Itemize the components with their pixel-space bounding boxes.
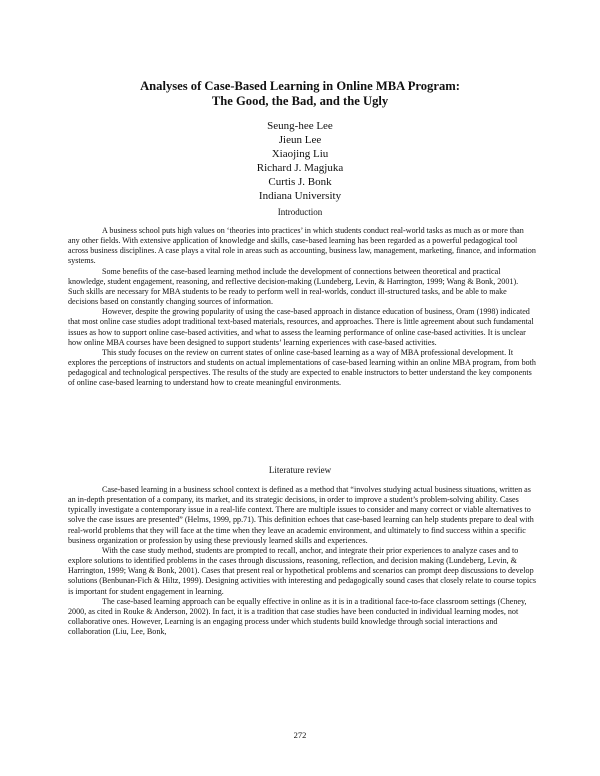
literature-review-paragraph: Case-based learning in a business school context is defined as a method that “involves studying actual business situations, written as an in-depth presentation of a company, its market, and its strategic decisions, in order to improve a student’s problem-solving ability. Cases typically investigate a contemporary issue in a real-life context. There are multiple issues to consider and many correct or viable alternatives to solve the case issues are presented” (Helms, 1999, pp.71). This definition echoes that case-based learning can help students prepare to deal with real-world problems that they will face at the time when they leave an academic environment, and ultimately to find success within a specific business organization or profession by using these previously learned skills and experiences. xyxy=(68,485,534,545)
introduction-paragraph: This study focuses on the review on current states of online case-based learning as a way of MBA professional development. It explores the perceptions of instructors and students on actual implementations of case-based learning within an online MBA program, from both pedagogical and technological perspectives. The results of the study are expected to enable instructors to better understand the key components of online case-based learning to understand how to create meaningful environments. xyxy=(68,347,536,388)
literature-review-paragraph: With the case study method, students are prompted to recall, anchor, and integrate their prior experiences to analyze cases and to explore solutions to identified problems in the cases through discussions, reasoning, reflection, and decision making (Lundeberg, Levin, & Harrington, 1999; Wang & Bonk, 2001). Cases that present real or hypothetical problems and scenarios can prompt deep discussions to develop solutions (Benbunan-Fich & Hiltz, 1999). Designing activities with interesting and pedagogically sound cases that closely relate to course topics is important for student engagement in learning. xyxy=(68,545,536,596)
introduction-paragraph: A business school puts high values on ‘theories into practices’ in which students conduct real-world tasks as much as or more than any other fields. With extensive application of knowledge and skills, case-based learning has been regarded as a powerful pedagogical tool across business disciplines. A case plays a vital role in areas such as accounting, business law, management, marketing, finance, and information systems. xyxy=(68,226,536,266)
author-name: Curtis J. Bonk xyxy=(268,176,332,188)
author-name: Richard J. Magjuka xyxy=(256,162,344,174)
introduction-heading: Introduction xyxy=(277,207,323,217)
literature-review-section xyxy=(68,485,536,637)
literature-review-paragraph: The case-based learning approach can be equally effective in online as it is in a traditional face-to-face classroom settings (Cheney, 2000, as cited in Rouke & Anderson, 2002). In fact, it is a tradition that case studies have been conducted in individual learning modes, not collaborative ones. However, Learning is an engaging process under which students build knowledge through social interactions and collaboration (Liu, Lee, Bonk, xyxy=(68,596,527,637)
introduction-paragraph: However, despite the growing popularity of using the case-based approach in distance education of business, Oram (1998) indicated that most online case studies adopt traditional text-based materials, resources, and approaches. There is little agreement about such fundamental issues as how to support online case-based activities, and what to assess the learning performance of online case-based activities. It is unclear how online MBA courses have been designed to support students’ learning experiences with case-based activities. xyxy=(68,307,534,347)
introduction-paragraph: Some benefits of the case-based learning method include the development of connections between theoretical and practical knowledge, student engagement, reasoning, and reflective decision-making (Lundeberg, Levin, & Harrington, 1999; Wang & Bonk, 2001). Such skills are necessary for MBA students to be ready to perform well in real-worlds, conduct ill-structured tasks, and be able to make decisions based on constantly changing sources of information. xyxy=(68,266,519,307)
page-number: 272 xyxy=(293,730,307,740)
author-name: Jieun Lee xyxy=(278,134,322,146)
paper-title xyxy=(60,79,540,109)
literature-review-heading: Literature review xyxy=(268,465,332,475)
author-name: Seung-hee Lee xyxy=(267,120,333,132)
author-affiliation: Indiana University xyxy=(258,190,342,202)
introduction-section xyxy=(68,226,536,389)
author-list xyxy=(150,119,450,203)
title-line-1: Analyses of Case-Based Learning in Online MBA Program: xyxy=(140,79,460,93)
title-line-2: The Good, the Bad, and the Ugly xyxy=(211,94,389,108)
author-name: Xiaojing Liu xyxy=(271,148,329,160)
